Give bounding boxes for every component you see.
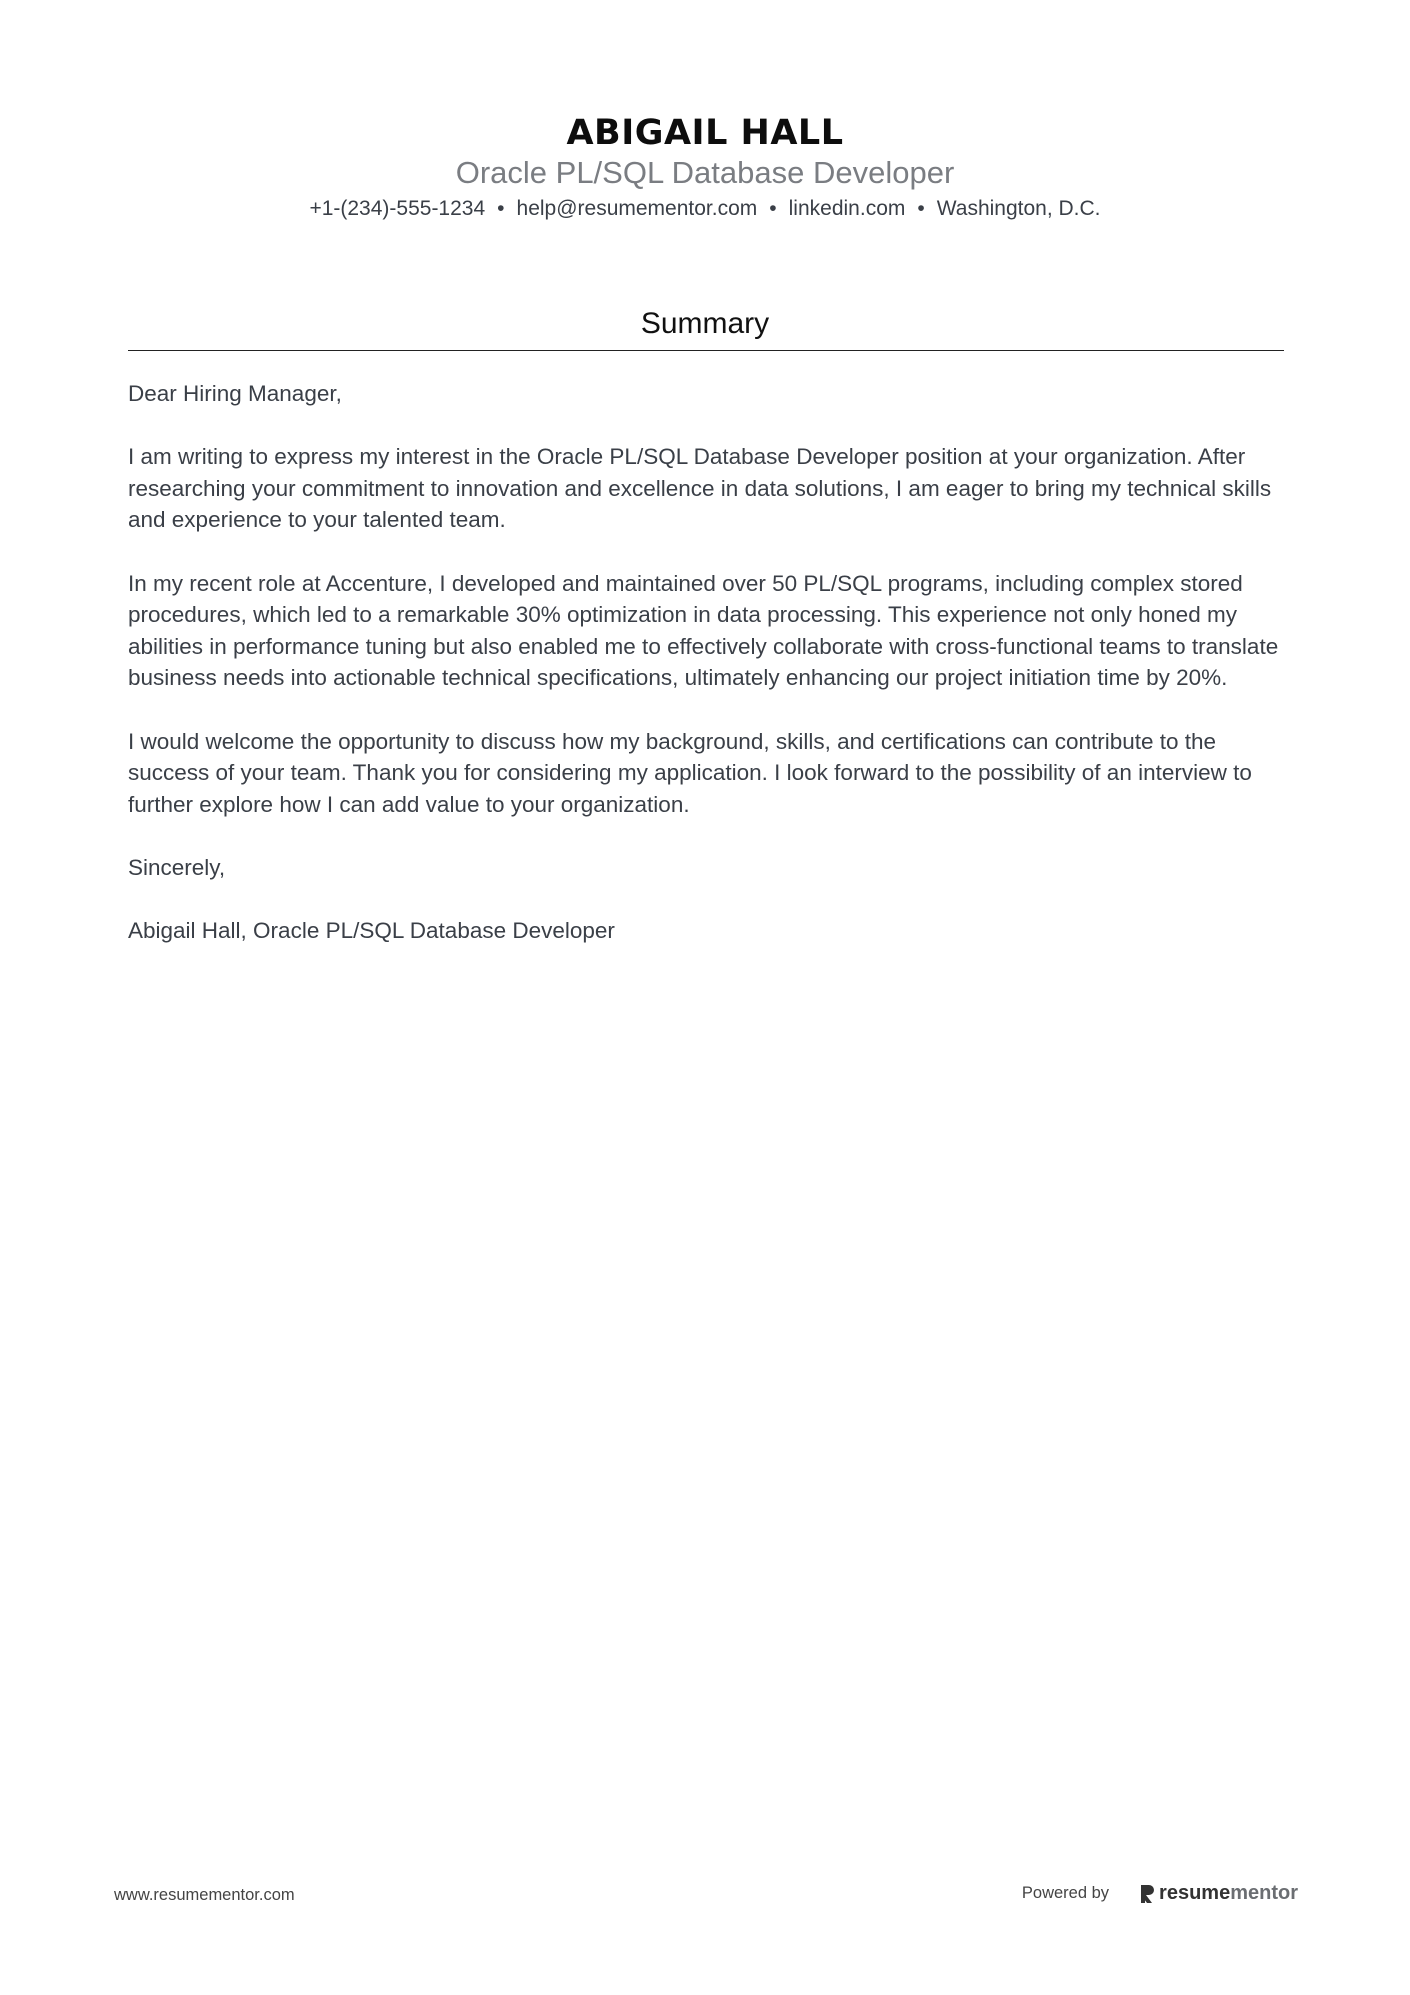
- letter-signature: Abigail Hall, Oracle PL/SQL Database Developer: [128, 918, 615, 944]
- powered-by-label: Powered by: [1021, 1884, 1110, 1902]
- contact-line: [0, 194, 1410, 224]
- resumementor-logo-icon: [1139, 1883, 1155, 1905]
- letter-greeting: Dear Hiring Manager,: [128, 381, 342, 406]
- contact-separator: •: [769, 197, 777, 220]
- letter-paragraph: I am writing to express my interest in the Oracle PL/SQL Database Developer position at your organization. After researching your commitment to innovation and excellence in data solutions, I am eager to bring my technical skills and experience to your talented team.: [128, 444, 1272, 533]
- contact-linkedin[interactable]: linkedin.com: [788, 197, 906, 220]
- section-title-summary: Summary: [640, 307, 770, 340]
- brand-name-part1: resume: [1159, 1882, 1231, 1904]
- contact-separator: •: [917, 197, 925, 220]
- job-title: Oracle PL/SQL Database Developer: [455, 155, 955, 190]
- letter-paragraph: I would welcome the opportunity to discuss how my background, skills, and certifications can contribute to the success of your team. Thank you for considering my application. I look forward to the possibility of an interview to further explore how I can add value to your organization.: [128, 728, 1252, 817]
- section-divider: [128, 350, 1284, 351]
- contact-separator: •: [497, 197, 505, 220]
- brand-logo[interactable]: [1139, 1882, 1298, 1905]
- letter-closing: Sincerely,: [128, 854, 226, 880]
- footer-website[interactable]: www.resumementor.com: [114, 1886, 295, 1904]
- letter-body: [128, 378, 1288, 978]
- contact-location: Washington, D.C.: [936, 197, 1101, 220]
- brand-name-part2: mentor: [1230, 1882, 1298, 1904]
- letter-paragraph: In my recent role at Accenture, I developed and maintained over 50 PL/SQL programs, including complex stored procedures, which led to a remarkable 30% optimization in data processing. This experience not only honed my abilities in performance tuning but also enabled me to effectively collaborate with cross-functional teams to translate business needs into actionable technical specifications, ultimately enhancing our project initiation time by 20%.: [128, 570, 1279, 691]
- footer-branding: [1022, 1882, 1298, 1905]
- candidate-name: ABIGAIL HALL: [566, 113, 844, 153]
- resume-header: [0, 112, 1410, 224]
- contact-phone: +1-(234)-555-1234: [309, 197, 486, 220]
- contact-email[interactable]: help@resumementor.com: [516, 197, 758, 220]
